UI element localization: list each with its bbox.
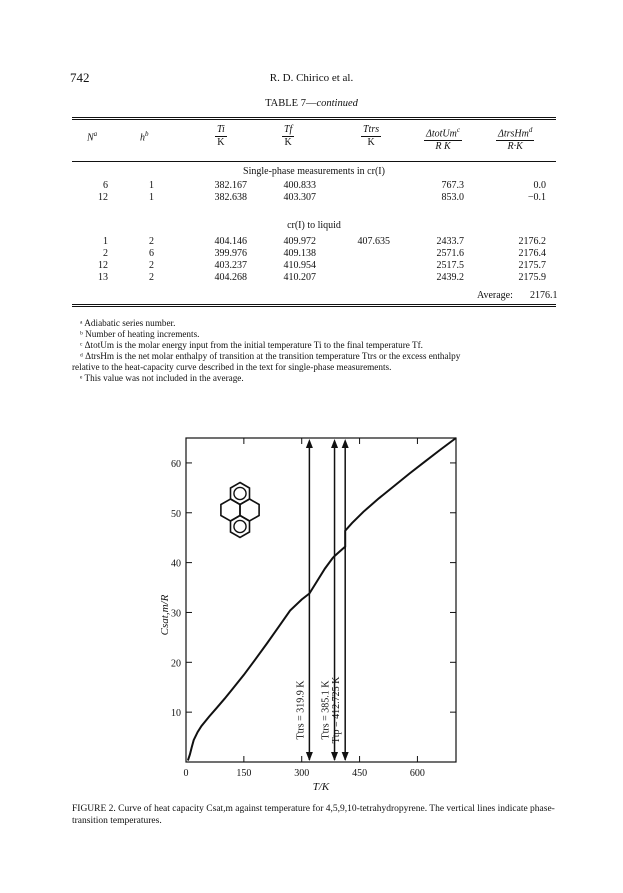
table-cell-ti: 399.976 bbox=[214, 248, 247, 259]
running-head-text: R. D. Chirico et al. bbox=[269, 72, 354, 84]
table-header bbox=[72, 124, 556, 160]
footnote-a: ᵃ Adiabatic series number. bbox=[80, 318, 176, 328]
x-tick-label: 450 bbox=[352, 768, 368, 779]
table-cell-dh: 2175.7 bbox=[518, 260, 546, 271]
table-cell-ttrs: 407.635 bbox=[357, 236, 390, 247]
table-cell-n: 12 bbox=[98, 192, 108, 203]
table-bottom-rule-2 bbox=[72, 306, 556, 307]
footnote-c: ᶜ ΔtotUm is the molar energy input from the initial temperature Ti to the final temperature Tf. bbox=[80, 340, 423, 350]
x-tick-label: 0 bbox=[183, 768, 189, 779]
table-cell-tf: 409.972 bbox=[283, 236, 316, 247]
table-cell-h: 2 bbox=[149, 272, 154, 283]
table-cell-ti: 403.237 bbox=[214, 260, 247, 271]
table-cell-ti: 404.268 bbox=[214, 272, 247, 283]
table-cell-n: 13 bbox=[98, 272, 108, 283]
y-tick-label: 40 bbox=[171, 558, 181, 570]
header-h: $h^b$ bbox=[140, 130, 149, 144]
table-caption-continued: continued bbox=[316, 98, 358, 109]
table-cell-dh: 0.0 bbox=[533, 180, 546, 191]
table-cell-h: 1 bbox=[149, 180, 154, 191]
table-header-rule bbox=[72, 161, 556, 162]
footnote-b: ᵇ Number of heating increments. bbox=[80, 329, 200, 339]
table-body bbox=[72, 166, 556, 306]
figure-caption: FIGURE 2. Curve of heat capacity Csat,m against temperature for 4,5,9,10-tetrahydropyrene. The vertical lines indicate phase-transition temperatures. bbox=[72, 804, 555, 826]
section-title-cr-to-liquid: cr(I) to liquid bbox=[287, 220, 341, 231]
transition-label: Ttrs = 385.1 K bbox=[320, 680, 332, 740]
x-tick-label: 300 bbox=[294, 768, 310, 779]
table-cell-du: 853.0 bbox=[441, 192, 464, 203]
header-ti: $\frac{Ti}{K}$ bbox=[217, 124, 225, 148]
table-footnotes bbox=[72, 318, 562, 384]
transition-label: Ttrs = 319.9 K bbox=[295, 680, 307, 740]
table-cell-tf: 409.138 bbox=[283, 248, 316, 259]
table-top-rule bbox=[72, 117, 556, 118]
table-cell-n: 12 bbox=[98, 260, 108, 271]
table-cell-h: 2 bbox=[149, 260, 154, 271]
aromatic-circle bbox=[234, 520, 246, 532]
page-number: 742 bbox=[70, 70, 90, 85]
header-delta-h: $\frac{\Delta trsHm^d}{R\cdot K}$ bbox=[498, 126, 533, 153]
table-cell-tf: 400.833 bbox=[283, 180, 316, 191]
transition-arrow-down bbox=[342, 752, 349, 761]
table-cell-dh: 2176.4 bbox=[518, 248, 546, 259]
table-cell-dh: 2175.9 bbox=[518, 272, 546, 283]
heat-capacity-chart bbox=[0, 430, 623, 800]
x-axis-label: T/K bbox=[312, 781, 330, 793]
y-tick-label: 30 bbox=[171, 608, 181, 620]
table-cell-h: 1 bbox=[149, 192, 154, 203]
transition-arrow-down bbox=[306, 752, 313, 761]
transition-arrow-up bbox=[342, 439, 349, 448]
molecule-inset bbox=[221, 483, 259, 538]
header-n: $N^a$ bbox=[87, 130, 98, 144]
table-bottom-rule bbox=[72, 304, 556, 305]
y-tick-label: 50 bbox=[171, 508, 181, 520]
table-cell-h: 2 bbox=[149, 236, 154, 247]
table-cell-h: 6 bbox=[149, 248, 154, 259]
header-tf: $\frac{Tf}{K}$ bbox=[284, 124, 293, 148]
table-cell-n: 2 bbox=[103, 248, 108, 259]
table-top-rule-2 bbox=[72, 119, 556, 120]
table-cell-du: 2517.5 bbox=[436, 260, 464, 271]
table-cell-du: 2433.7 bbox=[436, 236, 464, 247]
table-cell-tf: 410.207 bbox=[283, 272, 316, 283]
x-tick-label: 150 bbox=[236, 768, 252, 779]
footnote-d-cont: relative to the heat-capacity curve described in the text for single-phase measurements. bbox=[72, 362, 392, 372]
table-cell-dh: 2176.2 bbox=[518, 236, 546, 247]
table-cell-du: 767.3 bbox=[441, 180, 464, 191]
transition-label: Ttp = 412.725 K bbox=[331, 676, 343, 744]
transition-arrow-up bbox=[331, 439, 338, 448]
header-delta-u: $\frac{\Delta totUm^c}{\text{R K}}$ bbox=[426, 126, 460, 153]
table-cell-ti: 404.146 bbox=[214, 236, 247, 247]
table-cell-tf: 410.954 bbox=[283, 260, 316, 271]
table-caption-main: TABLE 7— bbox=[265, 98, 317, 109]
table-cell-n: 6 bbox=[103, 180, 108, 191]
y-tick-label: 10 bbox=[171, 708, 181, 720]
y-tick-label: 60 bbox=[171, 458, 181, 470]
x-tick-label: 600 bbox=[409, 768, 425, 779]
y-axis-label: Csat,m/R bbox=[159, 594, 171, 636]
figure-2 bbox=[0, 430, 623, 800]
average-label: Average: bbox=[477, 290, 513, 301]
footnote-d: ᵈ ΔtrsHm is the net molar enthalpy of transition at the transition temperature Ttrs or the excess enthalpy bbox=[80, 351, 461, 361]
section-title-single-phase: Single-phase measurements in cr(I) bbox=[243, 166, 385, 177]
transition-arrow-up bbox=[306, 439, 313, 448]
footnote-e: ᵉ This value was not included in the average. bbox=[80, 373, 244, 383]
table-cell-ti: 382.167 bbox=[214, 180, 247, 191]
transition-arrow-down bbox=[331, 752, 338, 761]
aromatic-circle bbox=[234, 487, 246, 499]
table-cell-du: 2439.2 bbox=[436, 272, 464, 283]
average-value: 2176.1 bbox=[530, 290, 558, 301]
table-cell-ti: 382.638 bbox=[214, 192, 247, 203]
table-caption bbox=[0, 98, 623, 109]
header-ttrs: $\frac{\text{Ttrs}}{K}$ bbox=[363, 124, 380, 148]
table-cell-tf: 403.307 bbox=[283, 192, 316, 203]
running-head bbox=[0, 72, 623, 84]
y-tick-label: 20 bbox=[171, 658, 181, 670]
table-cell-dh: −0.1 bbox=[527, 192, 546, 203]
table-cell-du: 2571.6 bbox=[436, 248, 464, 259]
table-cell-n: 1 bbox=[103, 236, 108, 247]
